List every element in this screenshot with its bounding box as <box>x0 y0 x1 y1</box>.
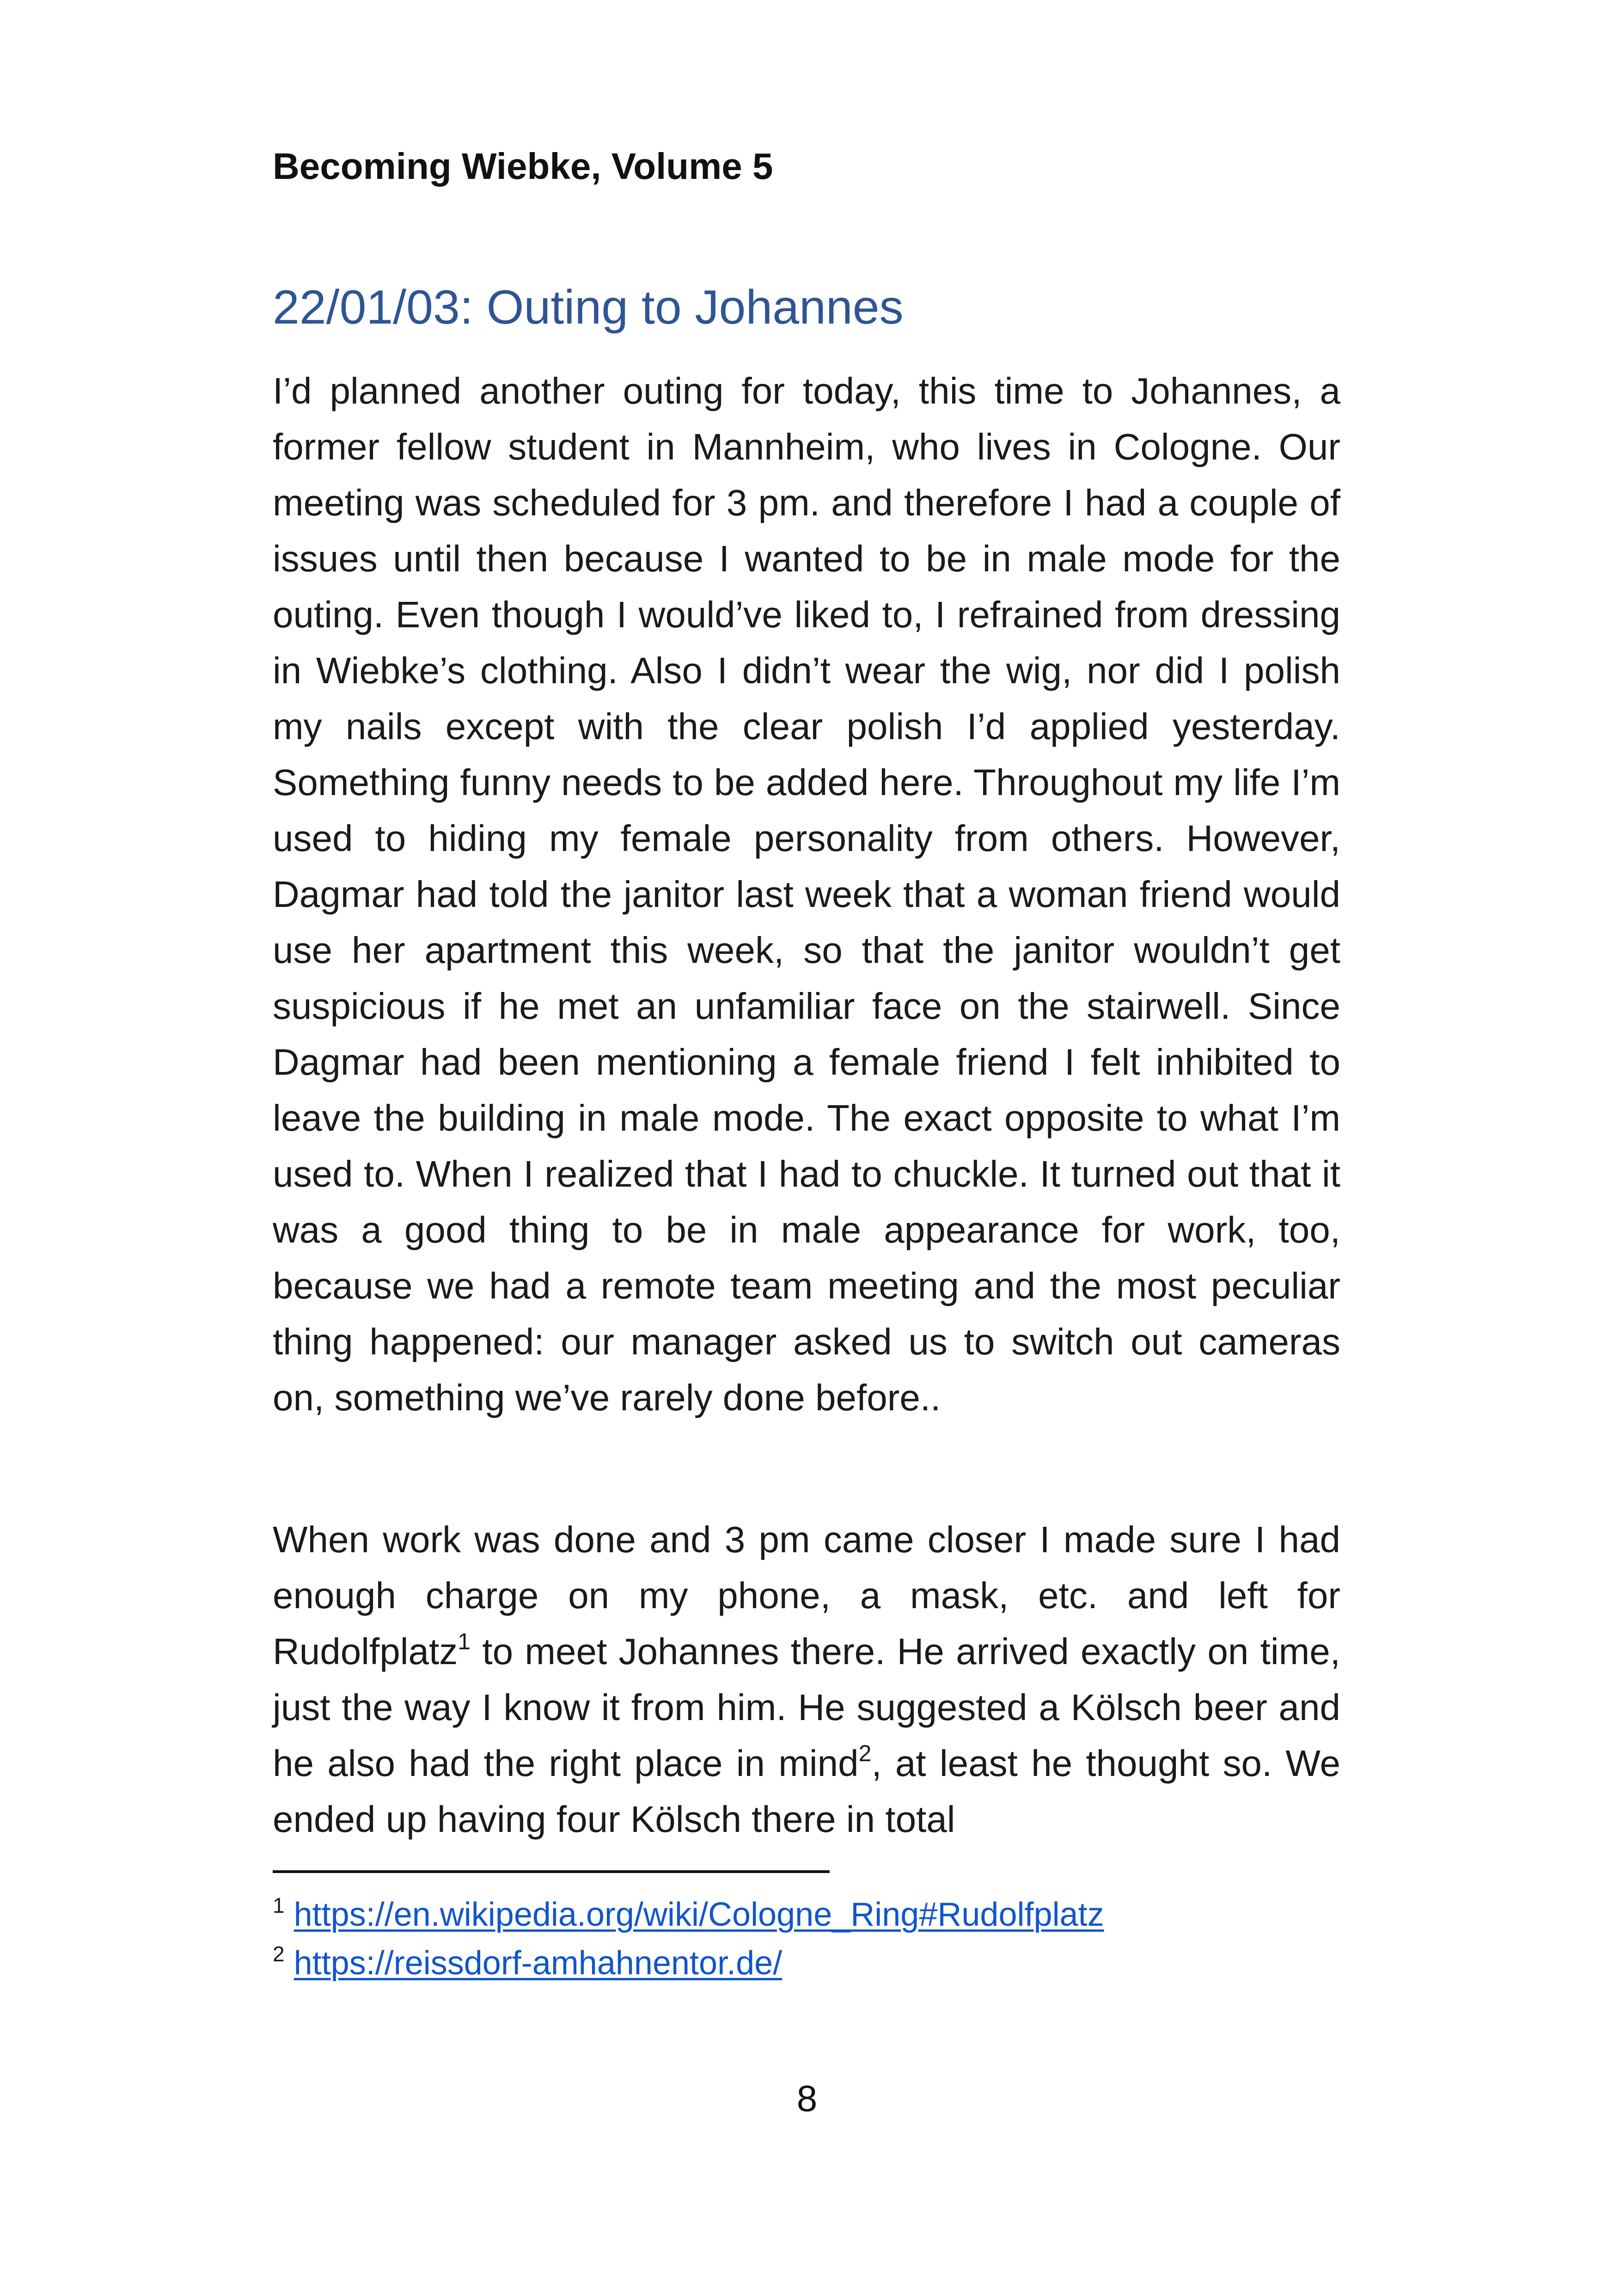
body-paragraph-2 <box>273 1512 1340 1847</box>
body-paragraph-1: I’d planned another outing for today, this time to Johannes, a former fellow student in Mannheim, who lives in Cologne. Our meeting was scheduled for 3 pm. and therefore I had a couple of issues until then because I wanted to be in male mode for the outing. Even though I would’ve liked to, I refrained from dressing in Wiebke’s clothing. Also I didn’t wear the wig, nor did I polish my nails except with the clear polish I’d applied yesterday. Something funny needs to be added here. Throughout my life I’m used to hiding my female personality from others. However, Dagmar had told the janitor last week that a woman friend would use her apartment this week, so that the janitor wouldn’t get suspicious if he met an unfamiliar face on the stairwell. Since Dagmar had been mentioning a female friend I felt inhibited to leave the building in male mode. The exact opposite to what I’m used to. When I realized that I had to chuckle. It turned out that it was a good thing to be in male appearance for work, too, because we had a remote team meeting and the most peculiar thing happened: our manager asked us to switch out cameras on, something we’ve rarely done before.. <box>273 370 1340 1418</box>
footnote-2-number: 2 <box>273 1942 285 1966</box>
paragraph-2-part-3: , at least he thought so. We ended up having four Kölsch there in total <box>273 1743 1340 1840</box>
paragraph-2-part-1: When work was done and 3 pm came closer I made sure I had enough charge on my phone, a mask, etc. and left for Rudolfplatz <box>273 1519 1340 1672</box>
footnotes <box>273 1891 1340 1988</box>
paragraph-2-part-2: to meet Johannes there. He arrived exactly on time, just the way I know it from him. He suggested a Kölsch beer and he also had the right place in mind <box>273 1631 1340 1784</box>
footnote-ref-2[interactable]: 2 <box>858 1740 872 1766</box>
book-title: Becoming Wiebke, Volume 5 <box>273 146 773 187</box>
footnote-2-link[interactable]: https://reissdorf-amhahnentor.de/ <box>293 1945 783 1982</box>
footnote-1-link[interactable]: https://en.wikipedia.org/wiki/Cologne_Ring#Rudolfplatz <box>293 1896 1104 1933</box>
footnote-2 <box>273 1939 1340 1988</box>
chapter-heading: 22/01/03: Outing to Johannes <box>273 281 904 334</box>
footnote-1-number: 1 <box>273 1893 285 1917</box>
footnote-1 <box>273 1891 1340 1939</box>
footnote-ref-1[interactable]: 1 <box>458 1629 471 1654</box>
footnote-separator <box>273 1870 830 1873</box>
page-number: 8 <box>796 2078 818 2119</box>
